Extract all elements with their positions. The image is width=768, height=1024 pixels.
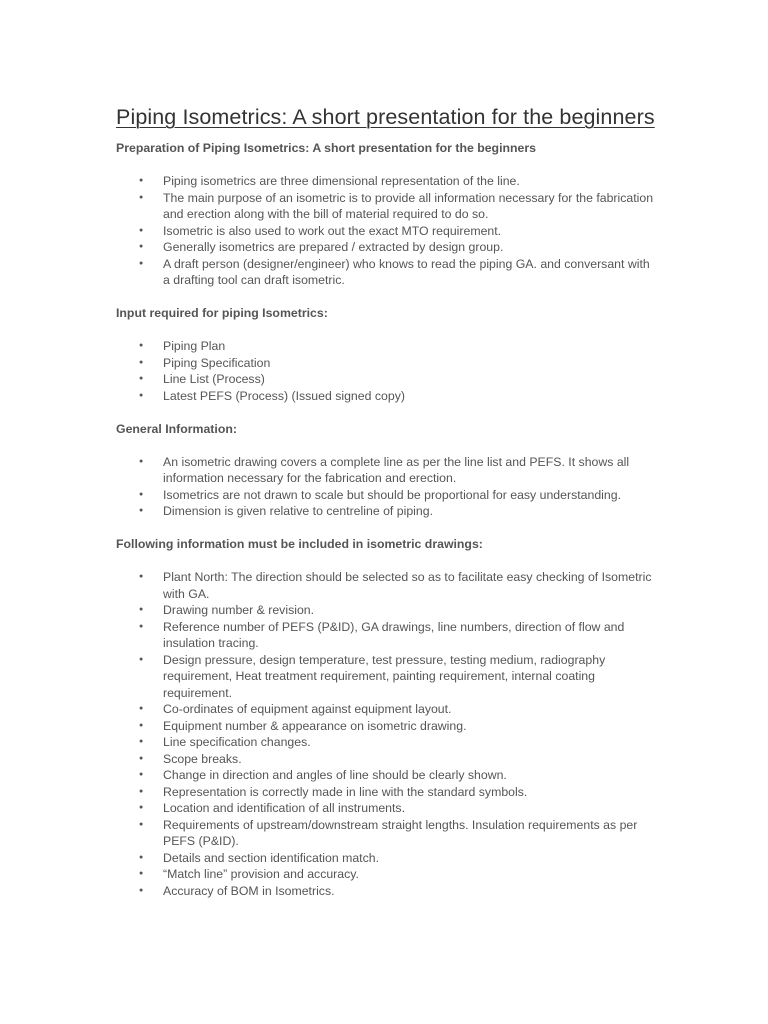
spacer [116, 289, 656, 306]
spacer [116, 553, 656, 570]
list-item: ● Line specification changes. [116, 734, 656, 751]
list-item: ● Design pressure, design temperature, test pressure, testing medium, radiography requirement, Heat treatment requirement, painting requirement, internal coating requirement. [116, 652, 656, 702]
list-item: ● A draft person (designer/engineer) who knows to read the piping GA. and conversant with a drafting tool can draft isometric. [116, 256, 656, 289]
general-list [116, 454, 656, 520]
list-item: ● “Match line” provision and accuracy. [116, 866, 656, 883]
spacer [116, 404, 656, 421]
section-heading-input: Input required for piping Isometrics: [116, 306, 328, 320]
list-item: ● Co-ordinates of equipment against equipment layout. [116, 701, 656, 718]
document-subtitle: Preparation of Piping Isometrics: A short presentation for the beginners [116, 141, 536, 155]
list-item: ● Equipment number & appearance on isometric drawing. [116, 718, 656, 735]
list-item: ● An isometric drawing covers a complete line as per the line list and PEFS. It shows all information necessary for the fabrication and erection. [116, 454, 656, 487]
list-item: ● Requirements of upstream/downstream straight lengths. Insulation requirements as per PEFS (P&ID). [116, 817, 656, 850]
list-item: ● Reference number of PEFS (P&ID), GA drawings, line numbers, direction of flow and insulation tracing. [116, 619, 656, 652]
list-item: ● The main purpose of an isometric is to provide all information necessary for the fabrication and erection along with the bill of material required to do so. [116, 190, 656, 223]
input-list [116, 338, 656, 404]
list-item: ● Piping isometrics are three dimensional representation of the line. [116, 173, 656, 190]
list-item: ● Piping Plan [116, 338, 656, 355]
spacer [116, 156, 656, 173]
list-item: ● Details and section identification match. [116, 850, 656, 867]
list-item: ● Representation is correctly made in line with the standard symbols. [116, 784, 656, 801]
list-item: ● Plant North: The direction should be selected so as to facilitate easy checking of Isometric with GA. [116, 569, 656, 602]
following-list [116, 569, 656, 899]
intro-list [116, 173, 656, 289]
list-item: ● Drawing number & revision. [116, 602, 656, 619]
list-item: ● Dimension is given relative to centreline of piping. [116, 503, 656, 520]
list-item: ● Latest PEFS (Process) (Issued signed copy) [116, 388, 656, 405]
list-item: ● Isometric is also used to work out the exact MTO requirement. [116, 223, 656, 240]
list-item: ● Scope breaks. [116, 751, 656, 768]
list-item: ● Generally isometrics are prepared / extracted by design group. [116, 239, 656, 256]
list-item: ● Isometrics are not drawn to scale but should be proportional for easy understanding. [116, 487, 656, 504]
spacer [116, 520, 656, 537]
spacer [116, 437, 656, 454]
page-title: Piping Isometrics: A short presentation for the beginners [116, 105, 655, 129]
list-item: ● Accuracy of BOM in Isometrics. [116, 883, 656, 900]
section-heading-following: Following information must be included in isometric drawings: [116, 537, 483, 551]
document-page [116, 105, 656, 899]
list-item: ● Line List (Process) [116, 371, 656, 388]
list-item: ● Change in direction and angles of line should be clearly shown. [116, 767, 656, 784]
list-item: ● Location and identification of all instruments. [116, 800, 656, 817]
section-heading-general: General Information: [116, 421, 237, 436]
spacer [116, 322, 656, 339]
list-item: ● Piping Specification [116, 355, 656, 372]
